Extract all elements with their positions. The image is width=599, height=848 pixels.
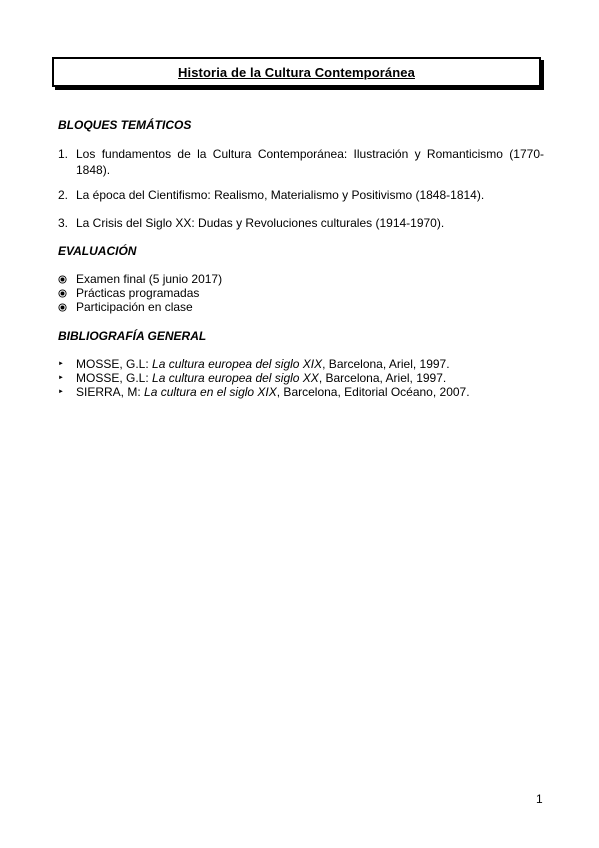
heading-evaluacion: EVALUACIÓN [58,244,137,258]
radio-bullet-icon [58,275,76,284]
bib-work: La cultura europea del siglo XIX [152,357,323,371]
bib-author: SIERRA, M: [76,385,145,399]
list-item-text: Prácticas programadas [76,286,200,300]
evaluacion-list [58,272,544,314]
bib-author: MOSSE, G.L: [76,357,153,371]
bloque-item-text: La Crisis del Siglo XX: Dudas y Revoluciones culturales (1914-1970). [76,216,445,230]
bloque-item-number: 2. [58,188,69,202]
bib-entry [76,385,470,399]
document-title: Historia de la Cultura Contemporánea [178,64,415,80]
radio-bullet-icon [58,289,76,298]
list-item-text: Examen final (5 junio 2017) [76,272,223,286]
list-item [58,300,544,314]
bloque-item-3 [58,215,544,231]
list-item [58,385,544,399]
bib-work: La cultura en el siglo XIX [144,385,277,399]
bibliografia-list [58,357,544,399]
radio-bullet-icon [58,303,76,312]
bloque-item-number: 3. [58,216,69,230]
list-item [58,371,544,385]
list-item-text: Participación en clase [76,300,193,314]
bloque-item-number: 1. [58,147,69,161]
bib-entry [76,371,446,385]
heading-bloques-tematicos: BLOQUES TEMÁTICOS [58,118,192,132]
triangle-bullet-icon: ► [58,361,64,367]
list-item [58,357,544,371]
bib-rest: , Barcelona, Editorial Océano, 2007. [276,385,470,399]
bib-rest: , Barcelona, Ariel, 1997. [318,371,447,385]
bloque-item-text: La época del Cientifismo: Realismo, Materialismo y Positivismo (1848-1814). [76,188,485,202]
bloque-item-1 [58,146,544,178]
bloque-item-2 [58,187,544,203]
bib-work: La cultura europea del siglo XX [152,371,319,385]
bib-author: MOSSE, G.L: [76,371,153,385]
triangle-bullet-icon: ► [58,389,64,395]
triangle-bullet-icon: ► [58,375,64,381]
heading-bibliografia-general: BIBLIOGRAFÍA GENERAL [58,329,207,343]
bib-rest: , Barcelona, Ariel, 1997. [322,357,450,371]
bloque-item-text: Los fundamentos de la Cultura Contemporánea: Ilustración y Romanticismo (1770-1848). [76,147,544,177]
bib-entry [76,357,450,371]
title-box [52,57,541,87]
list-item [58,286,544,300]
list-item [58,272,544,286]
page-number: 1 [536,792,543,806]
